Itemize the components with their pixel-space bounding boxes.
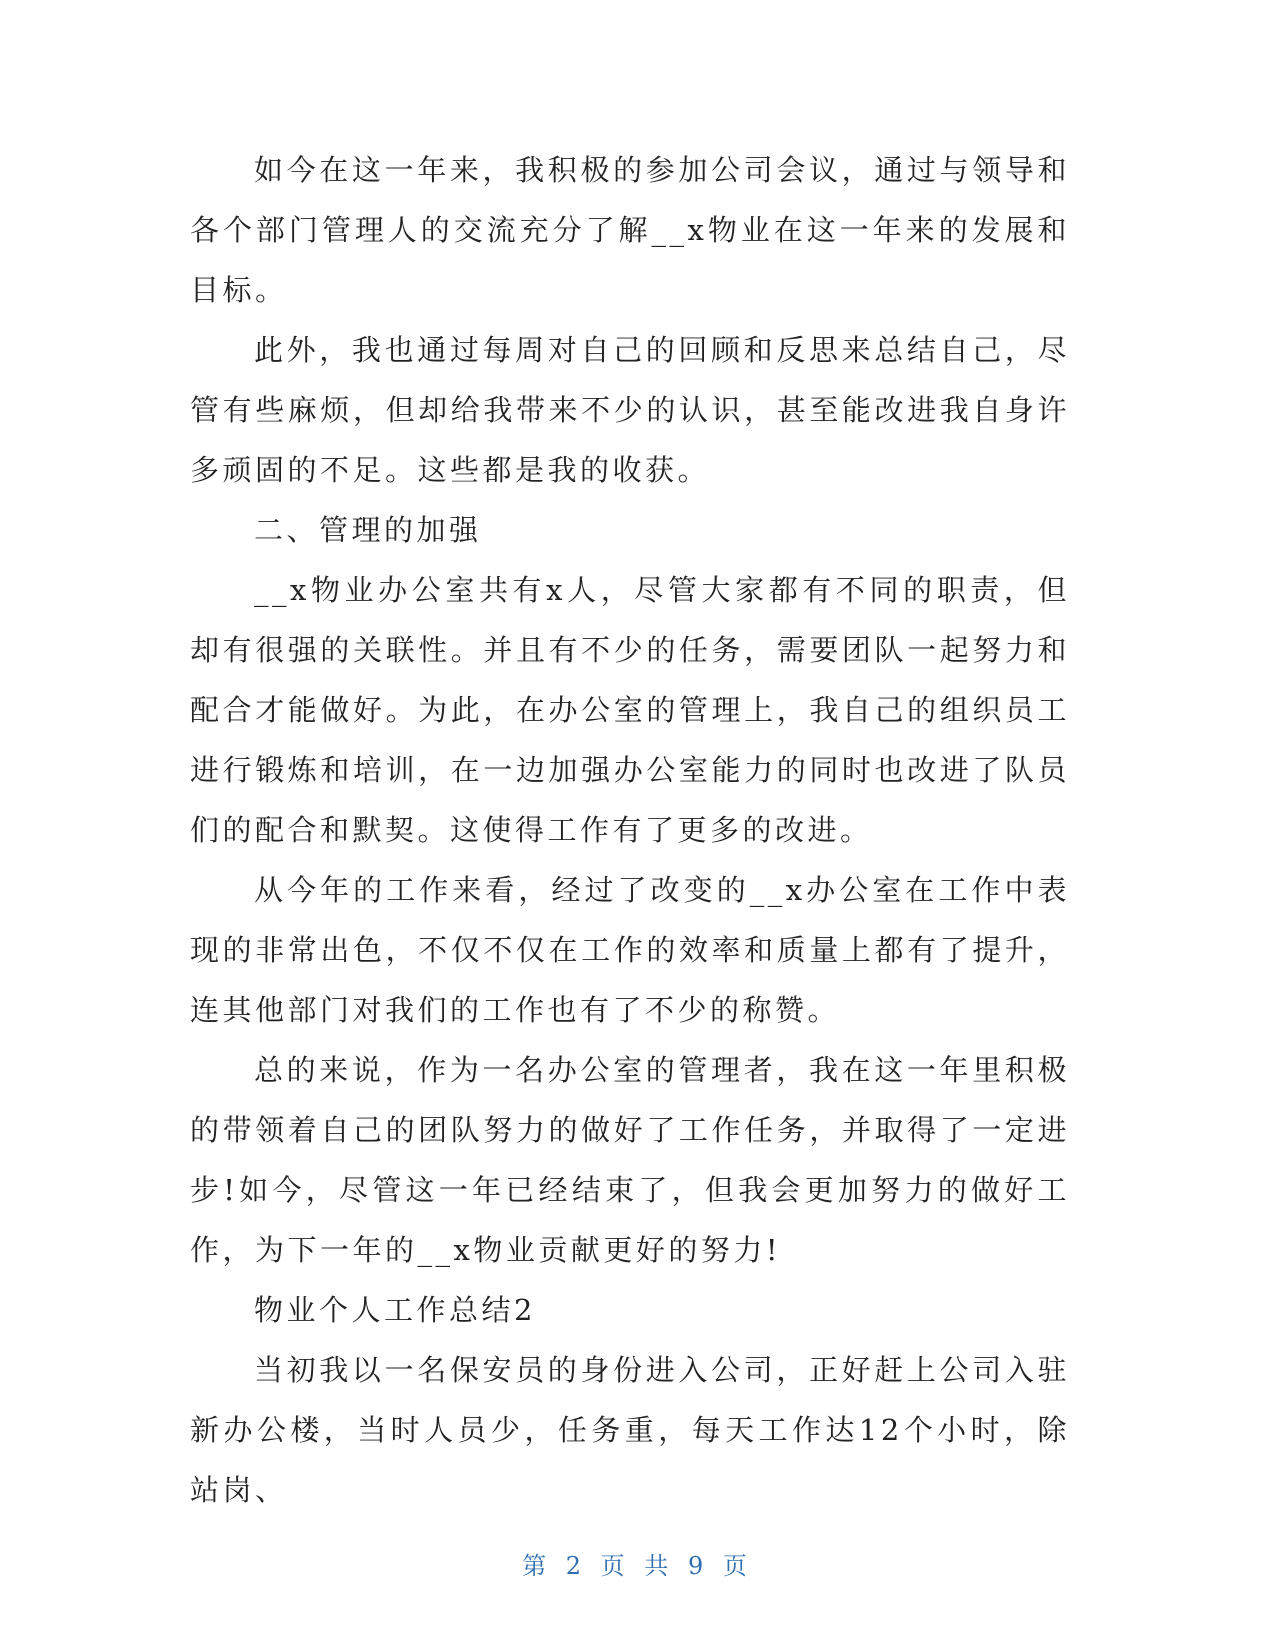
paragraph-1: 如今在这一年来，我积极的参加公司会议，通过与领导和各个部门管理人的交流充分了解__x物业在这一年来的发展和目标。 [190, 153, 1070, 307]
paragraph-6: 当初我以一名保安员的身份进入公司，正好赶上公司入驻新办公楼，当时人员少，任务重，每天工作达12个小时，除站岗、 [190, 1353, 1070, 1507]
paragraph-4: 从今年的工作来看，经过了改变的__x办公室在工作中表现的非常出色，不仅不仅在工作的效率和质量上都有了提升，连其他部门对我们的工作也有了不少的称赞。 [190, 873, 1070, 1027]
page-footer [0, 1546, 1275, 1581]
paragraph-5: 总的来说，作为一名办公室的管理者，我在这一年里积极的带领着自己的团队努力的做好了工作任务，并取得了一定进步!如今，尽管这一年已经结束了，但我会更加努力的做好工作，为下一年的__x物业贡献更好的努力! [190, 1053, 1070, 1267]
section-heading-summary-2: 物业个人工作总结2 [254, 1293, 536, 1327]
footer-current-page: 2 [565, 1552, 588, 1580]
paragraph-3: __x物业办公室共有x人，尽管大家都有不同的职责，但却有很强的关联性。并且有不少的任务，需要团队一起努力和配合才能做好。为此，在办公室的管理上，我自己的组织员工进行锻炼和培训，在一边加强办公室能力的同时也改进了队员们的配合和默契。这使得工作有了更多的改进。 [190, 573, 1070, 847]
footer-middle: 页 共 [600, 1552, 675, 1580]
footer-suffix: 页 [722, 1552, 753, 1580]
footer-prefix: 第 [522, 1552, 553, 1580]
footer-total-pages: 9 [687, 1552, 710, 1580]
paragraph-2: 此外，我也通过每周对自己的回顾和反思来总结自己，尽管有些麻烦，但却给我带来不少的认识，甚至能改进我自身许多顽固的不足。这些都是我的收获。 [190, 333, 1070, 487]
section-heading-management: 二、管理的加强 [254, 513, 482, 547]
document-body [190, 140, 1070, 1520]
